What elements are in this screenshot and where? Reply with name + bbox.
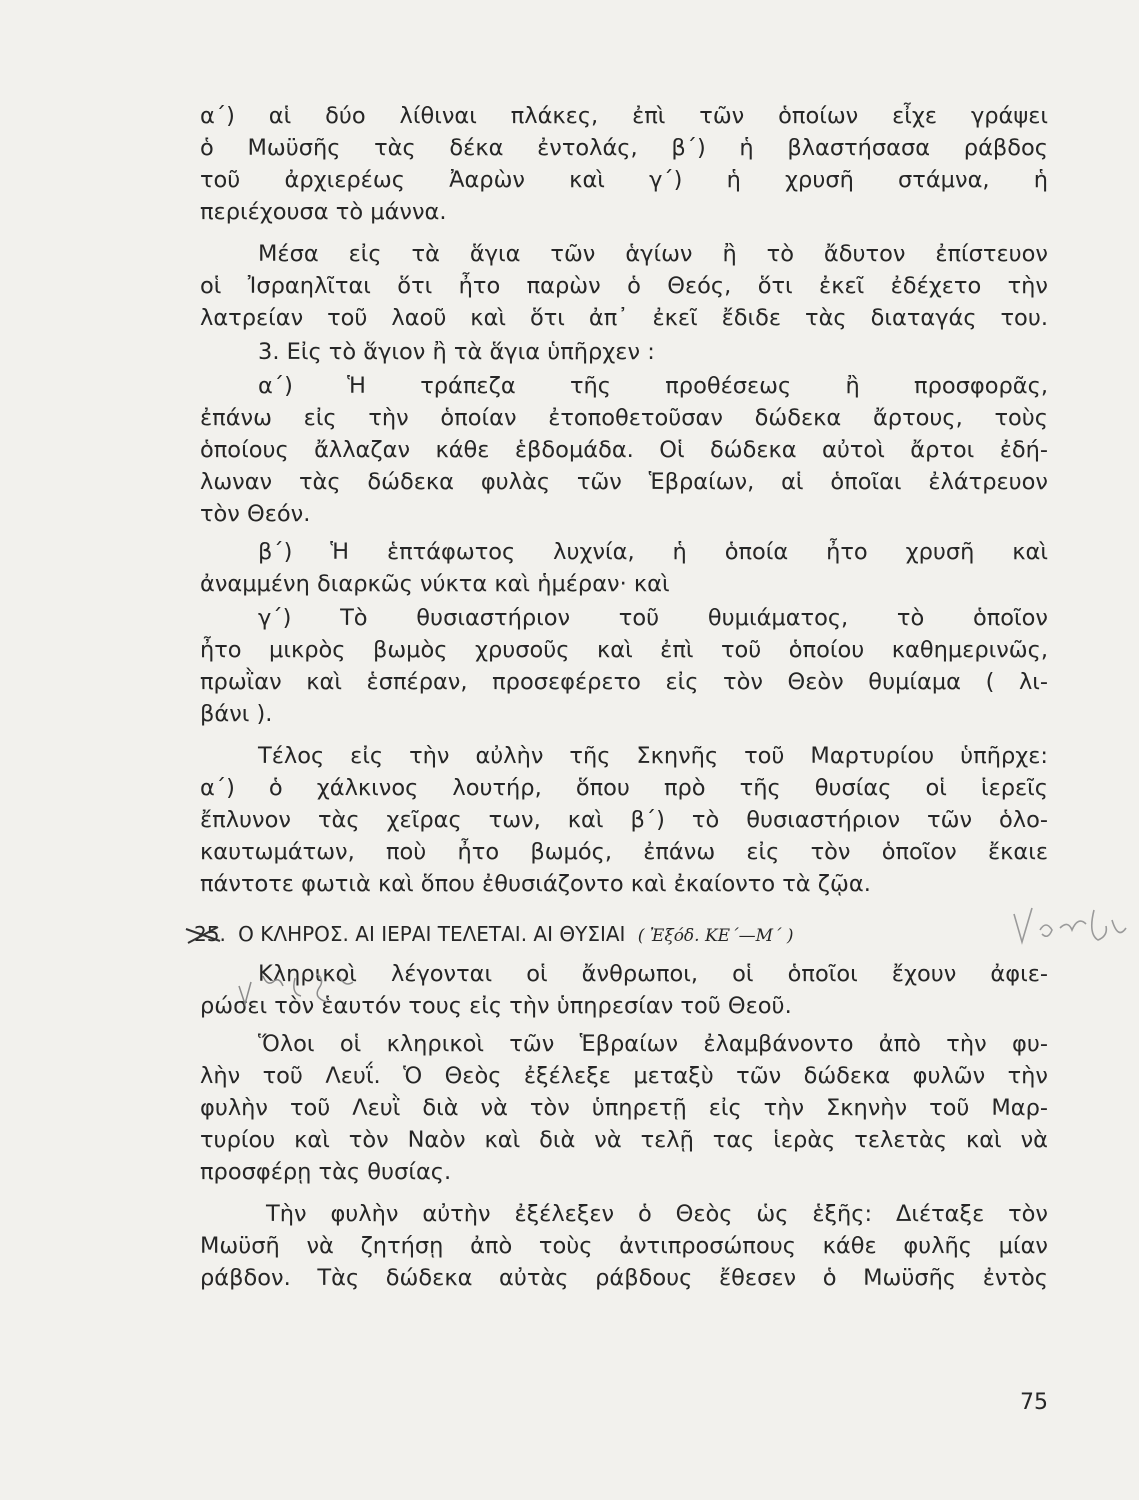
paragraph — [200, 336, 1048, 368]
section-reference: ( Ἐξόδ. ΚΕ΄—Μ΄ ) — [637, 926, 794, 946]
page-body — [194, 100, 1048, 1294]
text-line: 3. Εἰς τὸ ἅγιον ἢ τὰ ἅγια ὑπῆρχεν : — [258, 339, 655, 365]
section-number-text: 25. — [194, 922, 226, 946]
text-line: Κληρικοὶ λέγονται οἱ ἄνθρωποι, οἱ ὁποῖοι ἔχουν ἀφιε- — [258, 961, 1048, 987]
text-line: ρώσει τὸν ἑαυτόν τους εἰς τὴν ὑπηρεσίαν τοῦ Θεοῦ. — [200, 993, 792, 1019]
text-line: οἱ Ἰσραηλῖται ὅτι ἦτο παρὼν ὁ Θεός, ὅτι ἐκεῖ ἐδέχετο τὴν — [200, 273, 1048, 299]
text-line: λωναν τὰς δώδεκα φυλὰς τῶν Ἑβραίων, αἱ ὁποῖαι ἐλάτρευον — [200, 469, 1048, 495]
paragraph — [200, 536, 1048, 600]
text-line: καυτωμάτων, ποὺ ἦτο βωμός, ἐπάνω εἰς τὸν ὁποῖον ἔκαιε — [200, 839, 1048, 865]
text-line: Ὅλοι οἱ κληρικοὶ τῶν Ἑβραίων ἐλαμβάνοντο ἀπὸ τὴν φυ- — [258, 1031, 1048, 1057]
text-line: τὸν Θεόν. — [200, 501, 311, 527]
paragraph — [200, 370, 1048, 530]
paragraph — [200, 740, 1048, 900]
text-line: ράβδον. Τὰς δώδεκα αὐτὰς ράβδους ἔθεσεν ὁ Μωϋσῆς ἐντὸς — [200, 1265, 1048, 1291]
section-heading — [194, 918, 1048, 950]
page-number: 75 — [1020, 1390, 1048, 1415]
text-line: β΄) Ἡ ἑπτάφωτος λυχνία, ἡ ὁποία ἦτο χρυσῆ καὶ — [258, 539, 1048, 565]
text-line: ἐπάνω εἰς τὴν ὁποίαν ἐτοποθετοῦσαν δώδεκα ἄρτους, τοὺς — [200, 405, 1048, 431]
text-line: Τέλος εἰς τὴν αὐλὴν τῆς Σκηνῆς τοῦ Μαρτυρίου ὑπῆρχε: — [258, 743, 1048, 769]
text-line: φυλὴν τοῦ Λευῒ διὰ νὰ τὸν ὑπηρετῇ εἰς τὴν Σκηνὴν τοῦ Μαρ- — [200, 1095, 1048, 1121]
text-line: α΄) αἱ δύο λίθιναι πλάκες, ἐπὶ τῶν ὁποίων εἶχε γράψει — [200, 103, 1048, 129]
text-line: λατρείαν τοῦ λαοῦ καὶ ὅτι ἀπ᾽ ἐκεῖ ἔδιδε τὰς διαταγάς του. — [200, 305, 1048, 331]
text-line: α΄) Ἡ τράπεζα τῆς προθέσεως ἢ προσφορᾶς, — [258, 373, 1048, 399]
strike-through-mark-icon — [184, 923, 224, 947]
section-number — [194, 918, 226, 950]
text-line: γ΄) Τὸ θυσιαστήριον τοῦ θυμιάματος, τὸ ὁποῖον — [258, 605, 1048, 631]
handwritten-annotation-icon — [1010, 900, 1135, 950]
text-line: βάνι ). — [200, 701, 273, 727]
text-line: τοῦ ἀρχιερέως Ἀαρὼν καὶ γ΄) ἡ χρυσῆ στάμνα, ἡ — [200, 167, 1048, 193]
paragraph — [200, 100, 1048, 228]
paragraph — [200, 602, 1048, 730]
text-line: ἀναμμένη διαρκῶς νύκτα καὶ ἡμέραν· καὶ — [200, 571, 670, 597]
text-line: Μωϋσῆ νὰ ζητήσῃ ἀπὸ τοὺς ἀντιπροσώπους κάθε φυλῆς μίαν — [200, 1233, 1048, 1259]
text-line: πρωῒαν καὶ ἑσπέραν, προσεφέρετο εἰς τὸν Θεὸν θυμίαμα ( λι- — [200, 669, 1048, 695]
text-line: περιέχουσα τὸ μάννα. — [200, 199, 447, 225]
text-line: ἦτο μικρὸς βωμὸς χρυσοῦς καὶ ἐπὶ τοῦ ὁποίου καθημερινῶς, — [200, 637, 1048, 663]
paragraph — [200, 1028, 1048, 1188]
text-line: Μέσα εἰς τὰ ἅγια τῶν ἁγίων ἢ τὸ ἄδυτον ἐπίστευον — [258, 241, 1048, 267]
text-line: Τὴν φυλὴν αὐτὴν ἐξέλεξεν ὁ Θεὸς ὡς ἑξῆς: Διέταξε τὸν — [266, 1201, 1048, 1227]
text-line: α΄) ὁ χάλκινος λουτήρ, ὅπου πρὸ τῆς θυσίας οἱ ἱερεῖς — [200, 775, 1048, 801]
text-line: ἔπλυνον τὰς χεῖρας των, καὶ β΄) τὸ θυσιαστήριον τῶν ὁλο- — [200, 807, 1048, 833]
handwritten-annotation-icon — [235, 968, 375, 1008]
section-title: Ο ΚΛΗΡΟΣ. ΑΙ ΙΕΡΑΙ ΤΕΛΕΤΑΙ. ΑΙ ΘΥΣΙΑΙ — [238, 922, 626, 946]
text-line: πάντοτε φωτιὰ καὶ ὅπου ἐθυσιάζοντο καὶ ἐκαίοντο τὰ ζῷα. — [200, 871, 871, 897]
paragraph — [200, 1198, 1048, 1294]
text-line: προσφέρῃ τὰς θυσίας. — [200, 1159, 452, 1185]
paragraph — [200, 238, 1048, 334]
text-line: λὴν τοῦ Λευΐ. Ὁ Θεὸς ἐξέλεξε μεταξὺ τῶν δώδεκα φυλῶν τὴν — [200, 1063, 1048, 1089]
text-line: ὁ Μωϋσῆς τὰς δέκα ἐντολάς, β΄) ἡ βλαστήσασα ράβδος — [200, 135, 1048, 161]
text-line: τυρίου καὶ τὸν Ναὸν καὶ διὰ νὰ τελῇ τας ἱερὰς τελετὰς καὶ νὰ — [200, 1127, 1048, 1153]
text-line: ὁποίους ἄλλαζαν κάθε ἑβδομάδα. Οἱ δώδεκα αὐτοὶ ἄρτοι ἐδή- — [200, 437, 1048, 463]
